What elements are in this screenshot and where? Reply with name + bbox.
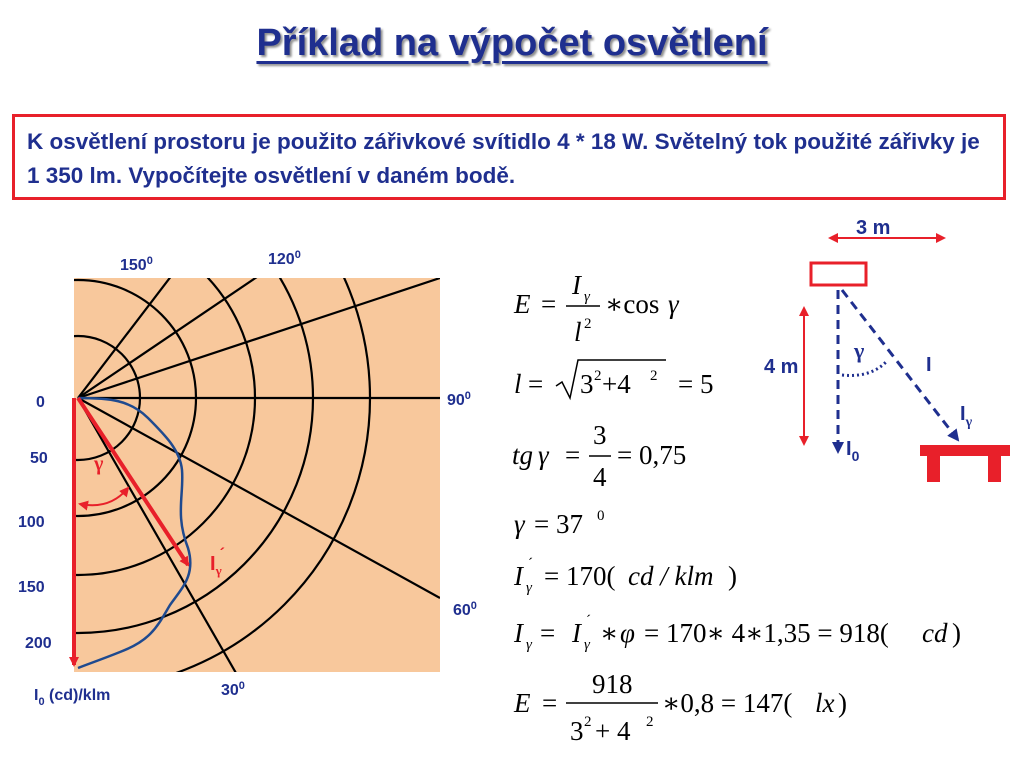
svg-text:3: 3 [570,716,584,746]
svg-text:∗: ∗ [600,618,619,648]
formula-real-intensity [513,613,961,653]
polar-gamma: γ [94,453,104,475]
svg-text:γ: γ [668,289,679,319]
page-title: Příklad na výpočet osvětlení [256,22,768,64]
svg-text:+ 4: + 4 [595,716,631,746]
formula-result [513,669,847,746]
svg-text:γ: γ [584,289,590,305]
svg-text:3: 3 [593,420,607,450]
svg-text:2: 2 [650,368,658,384]
svg-text:2: 2 [646,714,654,730]
svg-text:´: ´ [586,613,591,629]
svg-text:918: 918 [592,669,633,699]
svg-text:E: E [514,289,531,319]
radius-200-label: 200 [25,635,52,652]
formula-distance [514,360,713,399]
svg-text:): ) [838,688,847,718]
formula-tangent [512,420,686,492]
svg-text:I: I [572,270,581,300]
luminaire-box [811,263,866,285]
svg-text:= 0,75: = 0,75 [617,440,687,470]
width-label: 3 m [856,217,891,239]
svg-text:): ) [952,618,961,648]
angle-0-label: 0 [36,394,45,411]
svg-text:= 37: = 37 [534,509,583,539]
svg-text:γ: γ [526,580,532,596]
svg-text:∗0,8 = 147(: ∗0,8 = 147( [662,688,793,718]
svg-text:´: ´ [528,556,533,572]
svg-text:3: 3 [580,369,594,399]
svg-text:l: l [514,369,522,399]
formula-angle [514,508,605,539]
diagram-i-label: I [926,354,932,376]
svg-text:+4: +4 [602,369,631,399]
gamma-arc-diagram [842,362,886,375]
formula-table-intensity [513,556,737,596]
svg-text:lx: lx [815,688,835,718]
svg-text:I: I [514,561,523,591]
svg-text:γ: γ [514,509,525,539]
svg-text:2: 2 [594,368,602,384]
svg-text:0: 0 [597,508,605,524]
angle-30-label: $30^0$ [221,680,245,699]
angle-120-label: $120^0$ [268,249,301,268]
geometry-diagram [764,217,1010,482]
svg-text:φ: φ [620,618,635,648]
polar-diagram [0,106,477,708]
angle-90-label: $90^0$ [447,390,471,409]
svg-text:cd: cd [922,618,948,648]
svg-text:=: = [542,688,558,718]
svg-text:γ: γ [526,637,532,653]
svg-text:I: I [572,618,581,648]
svg-text:γ: γ [584,637,590,653]
radius-50-label: 50 [30,450,48,467]
angle-150-label: $150^0$ [120,255,153,274]
diagram-igamma-label: $I_\gamma$ [960,403,973,430]
svg-text:= 170(: = 170( [544,561,616,591]
diagram-i0-label: $I_0$ [846,438,860,464]
svg-text:γ: γ [538,440,549,470]
svg-text:=: = [528,369,544,399]
svg-text:2: 2 [584,714,592,730]
svg-text:tg: tg [512,440,534,470]
svg-text:=: = [565,440,581,470]
task-box: K osvětlení prostoru je použito zářivkové svítidlo 4 * 18 W. Světelný tok použité zářivky je 1 350 lm. Vypočítejte osvětlení v daném bodě. [12,114,1006,200]
svg-text:=: = [540,618,556,648]
angle-60-label: $60^0$ [453,600,477,619]
diagram-gamma: γ [854,338,865,363]
formula-block [512,270,961,746]
radius-150-label: 150 [18,579,45,596]
svg-text:2: 2 [584,316,592,332]
height-label: 4 m [764,356,799,378]
svg-text:E: E [514,688,531,718]
svg-text:∗cos: ∗cos [605,289,660,319]
svg-text:cd / klm: cd / klm [628,561,714,591]
svg-text:): ) [728,561,737,591]
svg-text:= 170∗ 4∗1,35 = 918(: = 170∗ 4∗1,35 = 918( [644,618,889,648]
radius-100-label: 100 [18,514,45,531]
axis-unit-label: $I_0$ (cd)/klm [34,687,111,708]
svg-text:I: I [514,618,523,648]
table-icon [920,445,1010,482]
svg-text:l: l [574,317,582,347]
igamma-dashed-line [842,290,958,440]
formula-illuminance [513,270,680,347]
svg-text:= 5: = 5 [678,369,714,399]
polar-vector-label: $I_\gamma´$ [210,546,225,578]
svg-text:=: = [541,289,557,319]
svg-text:4: 4 [593,462,607,492]
